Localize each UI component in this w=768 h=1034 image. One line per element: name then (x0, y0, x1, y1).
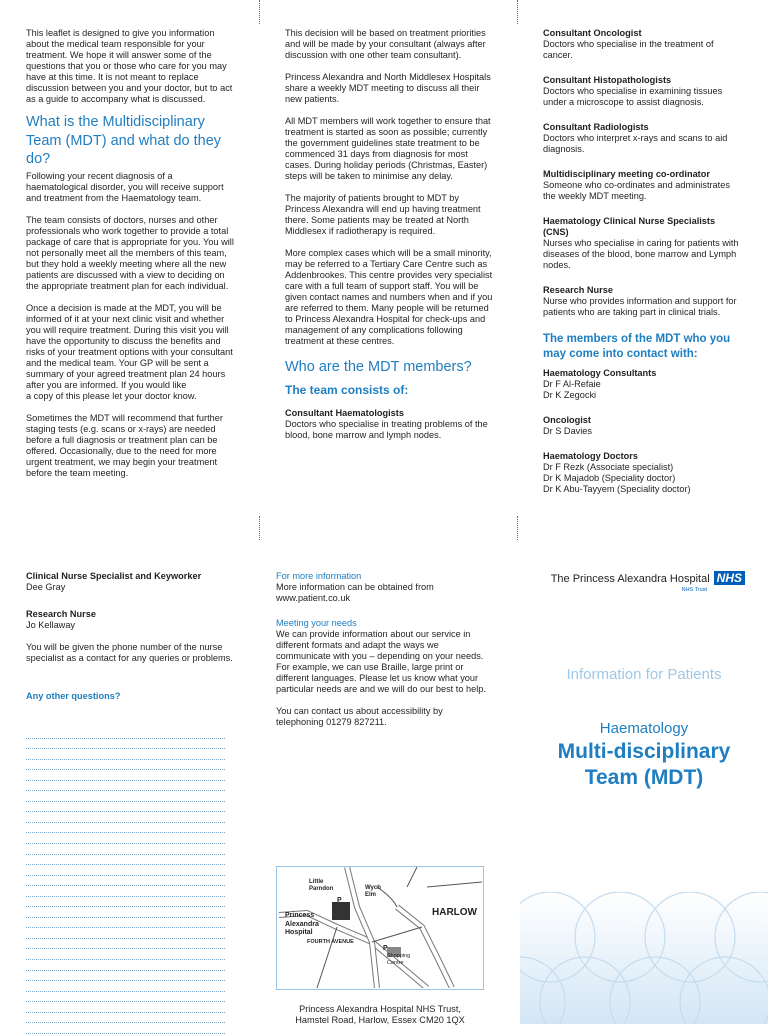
note-line (26, 749, 225, 760)
paragraph: This decision will be based on treatment priorities and will be made by your consultant (always after discussion with one other team consultant). (285, 28, 486, 60)
note-line (26, 907, 225, 918)
note-line (26, 992, 225, 1003)
role-entry (543, 75, 743, 108)
parking-icon: P (337, 897, 342, 904)
role-description: Doctors who specialise in examining tissues under a microscope to assist diagnosis. (543, 86, 723, 107)
role-title: Consultant Radiologists (543, 122, 649, 132)
note-line (26, 802, 225, 813)
research-nurse-title: Research Nurse (26, 609, 96, 619)
note-line (26, 791, 225, 802)
notes-lines (26, 728, 225, 1034)
contact-title: Haematology Consultants (543, 368, 657, 378)
role-description: Nurses who specialise in caring for patients with diseases of the blood, bone marrow and Lymph nodes. (543, 238, 739, 270)
nhs-logo: NHS (714, 571, 745, 585)
location-map (276, 866, 484, 990)
contact-entry (543, 451, 743, 495)
note-line (26, 812, 225, 823)
map-label: Princess Alexandra Hospital (285, 912, 319, 936)
map-label: FOURTH AVENUE (307, 939, 354, 945)
note-line (26, 939, 225, 950)
note-line (26, 1023, 225, 1034)
note-line (26, 855, 225, 866)
note-line (26, 728, 225, 739)
phone-note: You will be given the phone number of the nurse specialist as a contact for any queries or problems. (26, 642, 233, 663)
note-line (26, 833, 225, 844)
note-line (26, 949, 225, 960)
cover-title: Multi-disciplinary Team (MDT) (557, 740, 731, 789)
role-description: Doctors who interpret x-rays and scans to aid diagnosis. (543, 133, 728, 154)
role-title: Consultant Haematologists (285, 407, 404, 418)
contact-entry (543, 368, 743, 401)
info-for-patients: Information for Patients (566, 666, 722, 683)
note-line (26, 918, 225, 929)
questions-heading: Any other questions? (26, 691, 121, 701)
contact-names: Dr S Davies (543, 426, 593, 436)
map-label: Shopping Centre (387, 953, 411, 966)
fold-mark (517, 516, 518, 540)
department: Haematology (599, 720, 689, 737)
parking-icon: P (383, 945, 388, 952)
contact-title: Oncologist (543, 415, 591, 425)
contact-title: Haematology Doctors (543, 451, 638, 461)
note-line (26, 760, 225, 771)
role-title: Consultant Histopathologists (543, 75, 672, 85)
panel-roles (543, 28, 743, 509)
fold-mark (517, 0, 518, 24)
note-line (26, 1013, 225, 1024)
panel-info (276, 571, 486, 739)
map-label: Little Parndon (309, 879, 334, 892)
contact-names: Dr F Rezk (Associate specialist) Dr K Majadob (Speciality doctor) Dr K Abu-Tayyem (Speciality doctor) (543, 462, 691, 494)
role-entry (543, 122, 743, 155)
note-line (26, 781, 225, 792)
trust-address: Princess Alexandra Hospital NHS Trust, Hamstel Road, Harlow, Essex CM20 1QX (295, 1004, 465, 1025)
role-entry (543, 169, 743, 202)
note-line (26, 928, 225, 939)
note-line (26, 770, 225, 781)
note-line (26, 876, 225, 887)
mdt-heading: What is the Multidisciplinary Team (MDT) and what do they do? (26, 114, 222, 167)
role-title: Multidisciplinary meeting co-ordinator (543, 169, 710, 179)
note-line (26, 981, 225, 992)
roles-list (543, 28, 743, 318)
role-description: Someone who co-ordinates and administrates the weekly MDT meeting. (543, 180, 730, 201)
role-entry (543, 216, 743, 271)
map-label: HARLOW (432, 907, 477, 918)
more-info-text: More information can be obtained from www.patient.co.uk (276, 582, 434, 603)
role-description: Doctors who specialise in the treatment of cancer. (543, 39, 714, 60)
panel-contacts (26, 571, 236, 702)
paragraph: More complex cases which will be a small minority, may be referred to a Tertiary Care Centre such as Addenbrookes. This centre provides very specialist care with a full team of support staff. You will be given contact names and numbers when and if you are referred to them. Many people will be returned to Princess Alexandra Hospital for check-ups and management of any complications following treatment at these centres. (285, 248, 493, 346)
role-entry (543, 285, 743, 318)
note-line (26, 897, 225, 908)
needs-heading: Meeting your needs (276, 618, 357, 628)
more-info-heading: For more information (276, 571, 362, 581)
team-subheading: The team consists of: (285, 382, 409, 397)
hospital-name: The Princess Alexandra Hospital (550, 573, 710, 585)
note-line (26, 823, 225, 834)
decorative-circles (520, 892, 768, 1024)
contacts-list (543, 368, 743, 495)
fold-mark (259, 516, 260, 540)
paragraph: Princess Alexandra and North Middlesex Hospitals share a weekly MDT meeting to discuss all their new patients. (285, 72, 491, 104)
note-line (26, 1002, 225, 1013)
role-description: Doctors who specialise in treating problems of the blood, bone marrow and lymph nodes. (285, 418, 488, 440)
members-heading: Who are the MDT members? (285, 359, 472, 375)
paragraph: The majority of patients brought to MDT by Princess Alexandra will end up having treatment there. Some patients may be treated at North Middlesex if radiotherapy is required. (285, 193, 481, 236)
fold-mark (259, 0, 260, 24)
note-line (26, 865, 225, 876)
intro-text: This leaflet is designed to give you information about the medical team responsible for your treatment. We hope it will answer some of the questions that you or those who care for you may have at this time. It is not meant to replace discussion between you and your doctor, but to act as a guide to accompany what is discussed. (26, 28, 233, 104)
nhs-trust: NHS Trust (681, 587, 707, 593)
paragraph: Sometimes the MDT will recommend that further staging tests (e.g. scans or x-rays) are needed before a full diagnosis or treatment plan can be offered. Occasionally, due to the need for more urgent treatment, we may begin your treatment before the team meeting. (26, 412, 223, 478)
note-line (26, 960, 225, 971)
paragraph: Following your recent diagnosis of a haematological disorder, you will receive support and treatment from the Haematology team. (26, 170, 224, 203)
accessibility-contact: You can contact us about accessibility by telephoning 01279 827211. (276, 706, 443, 727)
needs-text: We can provide information about our service in different formats and adapt the ways we communicate with you – depending on your needs. For example, we can use Braille, large print or different languages. Please let us know what your particular needs are and we will do our best to help. (276, 629, 486, 694)
note-line (26, 886, 225, 897)
note-line (26, 971, 225, 982)
role-entry (543, 28, 743, 61)
hospital-brand (540, 569, 745, 593)
note-line (26, 844, 225, 855)
panel-decision (285, 28, 493, 441)
paragraph: All MDT members will work together to ensure that treatment is started as soon as possible; currently the government guidelines state treatment to be commenced 31 days from diagnosis for most cases. During holiday periods (Christmas, Easter) steps will be taken to minimise any delay. (285, 116, 491, 181)
research-nurse-name: Jo Kellaway (26, 620, 76, 630)
paragraph: Once a decision is made at the MDT, you will be informed of it at your next clinic visit and whether you will require treatment. During this visit you will have the opportunity to discuss the benefits and risks of your treatment options with your consultant and the medical team. Your GP will be sent a summary of your agreed treatment plan 24 hours after you are informed. If you would like a copy of this please let your doctor know. (26, 302, 233, 401)
contacts-heading: The members of the MDT who you may come into contact with: (543, 333, 731, 360)
contact-names: Dr F Al-Refaie Dr K Zegocki (543, 379, 601, 400)
cns-title: Clinical Nurse Specialist and Keyworker (26, 571, 202, 581)
contact-entry (543, 415, 743, 437)
map-label: Wych Elm (365, 885, 381, 898)
role-title: Haematology Clinical Nurse Specialists (CNS) (543, 216, 716, 237)
role-title: Consultant Oncologist (543, 28, 642, 38)
role-title: Research Nurse (543, 285, 613, 295)
panel-intro (26, 28, 236, 490)
role-description: Nurse who provides information and support for patients who are taking part in clinical trials. (543, 296, 737, 317)
note-line (26, 739, 225, 750)
cns-name: Dee Gray (26, 582, 66, 592)
paragraph: The team consists of doctors, nurses and other professionals who work together to provide a total package of care that is appropriate for you. You will not personally meet all the members of this team, but they hold a weekly meeting where all the new patients are discussed with a view to deciding on the appropriate treatment plan for each individual. (26, 214, 234, 291)
